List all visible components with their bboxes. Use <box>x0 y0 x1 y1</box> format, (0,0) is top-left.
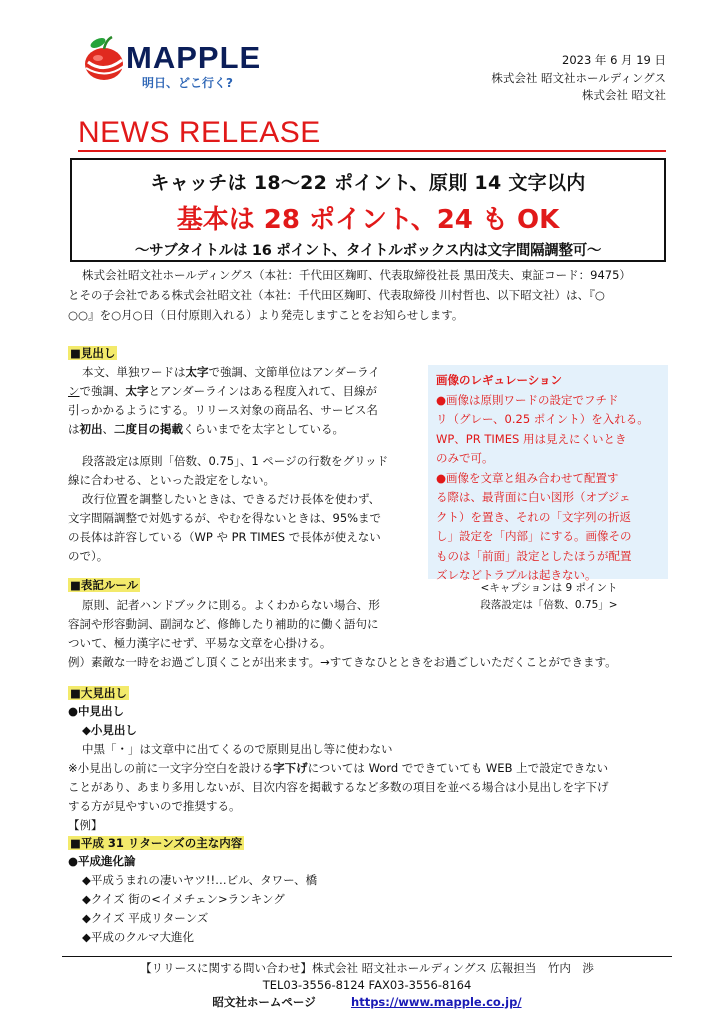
list-item: ◆平成のクルマ大進化 <box>82 930 194 944</box>
release-date: 2023 年 6 月 19 日 <box>562 53 666 67</box>
body-line: 原則、記者ハンドブックに則る。よくわからない場合、形 <box>82 598 380 612</box>
image-regulation-box <box>428 365 668 582</box>
caption-line: <キャプションは 9 ポイント <box>480 582 618 594</box>
caption-line: 段落設定は「倍数、0.75」> <box>480 599 618 611</box>
side-box-line: WP、PR TIMES 用は見えにくいとき <box>436 431 627 446</box>
body-line: 段落設定は原則「倍数、0.75」、1 ページの行数をグリッド <box>82 454 389 468</box>
body-line: 例）素敵な一時をお過ごし頂くことが出来ます。→すてきなひとときをお過ごしいただくことができます。 <box>68 655 617 669</box>
side-box-line: る際は、最背面に白い図形（オブジェ <box>436 490 631 504</box>
side-box-line: ●画像を文章と組み合わせて配置す <box>436 470 619 485</box>
news-release-label: NEWS RELEASE <box>78 116 321 149</box>
company-holdings: 株式会社 昭文社ホールディングス <box>491 70 666 85</box>
logo-tagline: 明日、どこ行く? <box>142 76 233 90</box>
body-line: 引っかかるようにする。リリース対象の商品名、サービス名 <box>68 403 378 417</box>
side-box-line: ズレなどトラブルは起きない。 <box>436 568 597 582</box>
list-item: ◆クイズ 街の<イメチェン>ランキング <box>82 892 285 906</box>
side-box-line: リ（グレー、0.25 ポイント）を入れる。 <box>436 412 649 426</box>
side-box-line: ものは「前面」設定としたほうが配置 <box>436 548 632 563</box>
logo-wordmark: MAPPLE <box>126 40 262 75</box>
body-line: 本文、単独ワードは太字で強調、文節単位はアンダーライ <box>82 365 380 379</box>
section-heading-rule: ■表記ルール <box>70 578 139 592</box>
company-shobunsha: 株式会社 昭文社 <box>581 88 666 102</box>
body-line: ので）。 <box>68 549 109 563</box>
caption-note <box>430 580 668 614</box>
body-line: 中黒「・」は文章中に出てくるので原則見出し等に使わない <box>82 742 393 756</box>
body-line: ついて、極力漢字にせず、平易な文章を心掛ける。 <box>68 636 332 650</box>
intro-line-1: 株式会社昭文社ホールディングス（本社：千代田区麹町、代表取締役社長 黒田茂夫、東証コード：9475） <box>82 268 631 282</box>
homepage-label: 昭文社ホームページ <box>212 995 316 1009</box>
body-line: ンで強調、太字とアンダーラインはある程度入れて、目線が <box>68 384 378 398</box>
body-line: 線に合わせる、といった設定をしない。 <box>68 473 275 487</box>
side-box-title: 画像のレギュレーション <box>436 373 563 387</box>
body-line: は初出、二度目の掲載くらいまでを太字としている。 <box>68 422 344 436</box>
list-item: ◆平成うまれの凄いヤツ!!…ビル、タワー、橋 <box>82 873 318 887</box>
side-box-line: ●画像は原則ワードの設定でフチド <box>436 392 619 407</box>
homepage-line <box>62 994 672 1011</box>
section-heading-example: ■平成 31 リターンズの主な内容 <box>70 836 243 850</box>
tel-fax-line: TEL03-3556-8124 FAX03-3556-8164 <box>262 978 472 992</box>
homepage-link[interactable]: https://www.mapple.co.jp/ <box>351 995 522 1009</box>
body-line: する方が見やすいので推奨する。 <box>68 799 241 813</box>
body-line: ことがあり、あまり多用しないが、目次内容を掲載するなど多数の項目を並べる場合は小見出しを字下げ <box>68 780 609 794</box>
contact-footer <box>62 960 672 1011</box>
body-line: ※小見出しの前に一文字分空白を設ける字下げについては Word でできていても WEB 上で設定できない <box>68 761 609 775</box>
mapple-logo[interactable] <box>76 32 276 92</box>
section-heading-midashi: ■見出し <box>70 346 116 360</box>
release-header <box>491 52 666 105</box>
footer-rule <box>62 956 672 957</box>
contact-line: 【リリースに関する問い合わせ】株式会社 昭文社ホールディングス 広報担当 竹内 渉 <box>140 961 594 975</box>
side-box-line: し」設定を「内部」にする。画像その <box>436 529 632 543</box>
title-box <box>70 158 666 262</box>
side-box-line: のみで可。 <box>436 451 494 465</box>
side-box-line: クト）を置き、それの「文字列の折返 <box>436 509 632 524</box>
intro-line-3: ○○』を○月○日（日付原則入れる）より発売しますことをお知らせします。 <box>68 308 464 322</box>
news-release-rule <box>78 150 666 152</box>
section-heading-dai: ■大見出し <box>70 686 127 700</box>
body-line: 改行位置を調整したいときは、できるだけ長体を使わず、 <box>82 492 381 506</box>
body-line: 容詞や形容動詞、副詞など、修飾したり補助的に働く語句に <box>68 617 379 631</box>
intro-line-2: とその子会社である株式会社昭文社（本社：千代田区麹町、代表取締役 川村哲也、以下昭文社）は、『○ <box>68 288 605 302</box>
body-line: の長体は許容している（WP や PR TIMES で長体が使えない <box>68 530 381 544</box>
example-sub-heading: ●平成進化論 <box>68 854 136 868</box>
sub-title: 〜サブタイトルは 16 ポイント、タイトルボックス内は文字間隔調整可〜 <box>134 243 602 259</box>
chu-midashi: ●中見出し <box>68 704 125 718</box>
main-title: 基本は 28 ポイント、24 も OK <box>176 205 560 235</box>
list-item: ◆クイズ 平成リターンズ <box>82 911 209 925</box>
sho-midashi: ◆小見出し <box>82 723 137 737</box>
body-line: 文字間隔調整で対処するが、やむを得ないときは、95%まで <box>68 511 382 525</box>
apple-logo-icon <box>76 34 128 82</box>
example-label: 【例】 <box>68 818 103 832</box>
catch-copy: キャッチは 18〜22 ポイント、原則 14 文字以内 <box>150 172 586 194</box>
